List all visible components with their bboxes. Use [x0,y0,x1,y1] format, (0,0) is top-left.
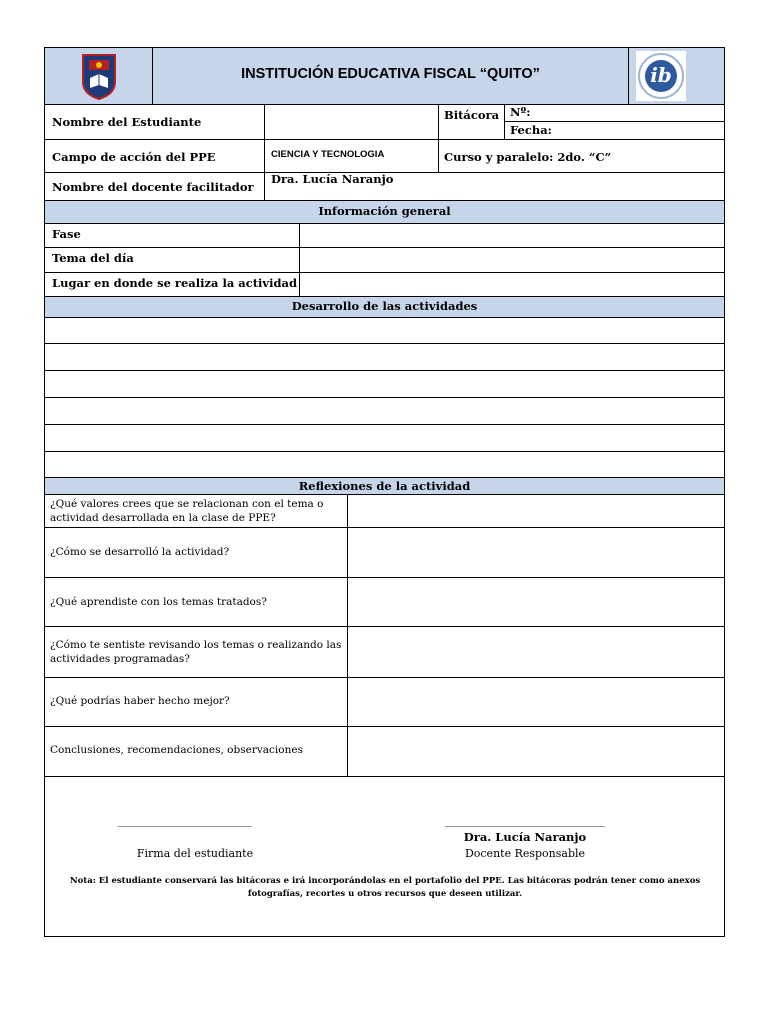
student-name-label: Nombre del Estudiante [52,115,202,129]
development-row [51,454,718,474]
log-label: Bitácora [444,108,500,122]
school-crest-icon [81,52,117,100]
development-row [51,320,718,340]
reflection-question: ¿Cómo se desarrolló la actividad? [50,546,230,558]
reflection-question: ¿Qué podrías haber hecho mejor? [50,695,230,707]
student-signature-line: ___________________________ [117,816,253,827]
development-row [51,373,718,393]
ib-logo-icon [636,51,686,101]
teacher-signature-caption: Docente Responsable [464,847,586,860]
development-row [51,427,718,447]
general-heading: Información general [318,204,451,218]
student-signature-caption: Firma del estudiante [136,847,254,860]
number-label: Nº: [510,105,531,119]
reflections-heading-band [45,478,724,494]
field-value: CIENCIA Y TECNOLOGIA [271,149,385,160]
topic-label: Tema del día [52,251,134,265]
development-heading-band [45,297,724,317]
place-label: Lugar en donde se realiza la actividad [52,276,298,290]
teacher-value: Dra. Lucía Naranjo [271,172,394,186]
development-heading: Desarrollo de las actividades [291,299,478,313]
course-label: Curso y paralelo: 2do. “C” [444,150,612,164]
reflection-question: ¿Cómo te sentiste revisando los temas o realizando las actividades programadas? [50,639,342,665]
page-title: INSTITUCIÓN EDUCATIVA FISCAL “QUITO” [241,66,540,82]
date-label: Fecha: [510,123,552,137]
reflection-question: ¿Qué valores crees que se relacionan con el tema o actividad desarrollada en la clase de PPE? [50,498,324,524]
teacher-label: Nombre del docente facilitador [52,180,254,194]
reflection-question: Conclusiones, recomendaciones, observaciones [50,744,303,756]
general-heading-band [45,201,724,223]
development-row [51,346,718,366]
reflections-heading: Reflexiones de la actividad [298,479,471,493]
ib-logo-text: ib [650,63,672,87]
phase-label: Fase [52,227,81,241]
field-label: Campo de acción del PPE [52,150,216,164]
log-form [44,47,725,937]
teacher-signature-line: ________________________________ [445,816,605,827]
development-row [51,400,718,420]
footnote: Nota: El estudiante conservará las bitácoras e irá incorporándolas en el portafolio del PPE. Las bitácoras podrán tener como anexos fotografías, recortes u otros recursos que deseen utilizar. [69,876,701,899]
reflection-question: ¿Qué aprendiste con los temas tratados? [50,596,267,608]
teacher-signature-name: Dra. Lucía Naranjo [463,830,587,844]
